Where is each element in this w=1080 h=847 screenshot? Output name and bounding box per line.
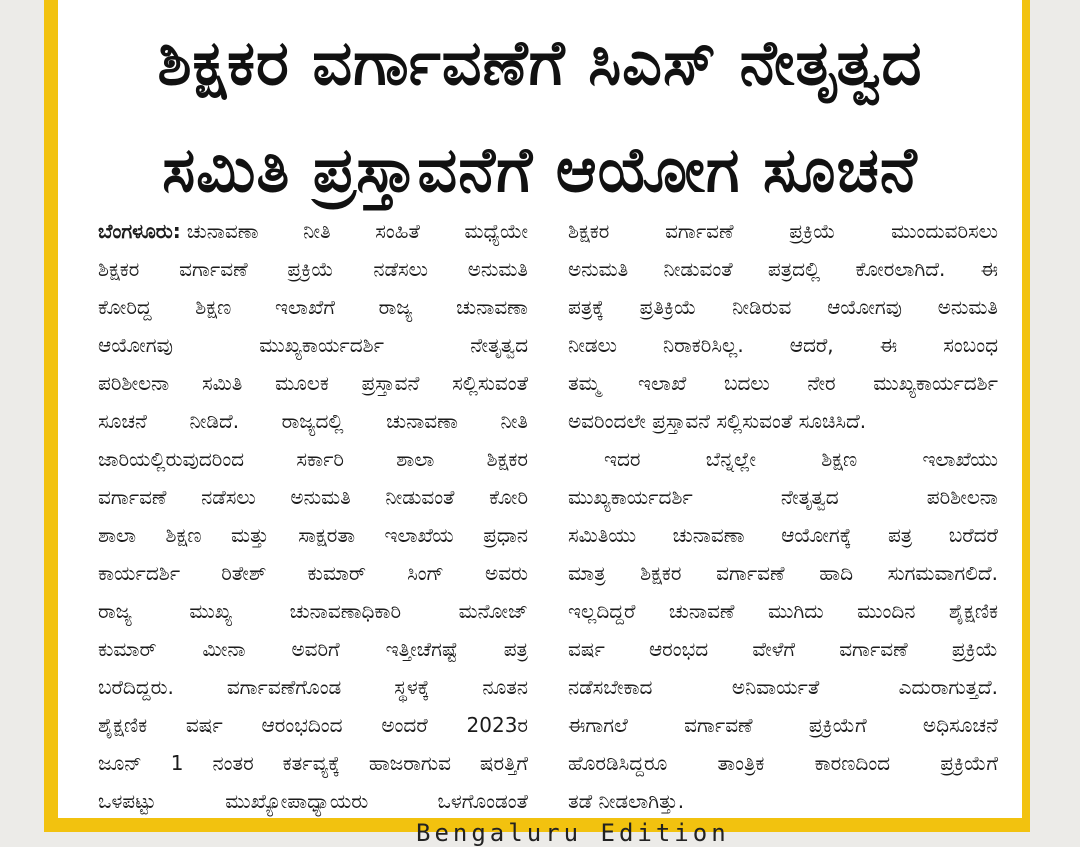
article-line: ಇಲ್ಲದಿದ್ದರೆ ಚುನಾವಣೆ ಮುಗಿದು ಮುಂದಿನ ಶೈಕ್ಷಣಿಕ — [568, 599, 998, 623]
left-yellow-border — [44, 0, 58, 832]
article-line: ಇದರ ಬೆನ್ನಲ್ಲೇ ಶಿಕ್ಷಣ ಇಲಾಖೆಯು — [604, 447, 998, 471]
article-line: ತಡೆ ನೀಡಲಾಗಿತ್ತು. — [568, 789, 685, 813]
article-line: ಒಳಪಟ್ಟು ಮುಖ್ಯೋಪಾಧ್ಯಾಯರು ಒಳಗೊಂಡಂತೆ — [98, 789, 528, 813]
article-line: ನಡೆಸಬೇಕಾದ ಅನಿವಾರ್ಯತೆ ಎದುರಾಗುತ್ತದೆ. — [568, 675, 998, 699]
article-line: ಕಾರ್ಯದರ್ಶಿ ರಿತೇಶ್ ಕುಮಾರ್ ಸಿಂಗ್ ಅವರು — [98, 561, 528, 585]
article-line: ವರ್ಷ ಆರಂಭದ ವೇಳೆಗೆ ವರ್ಗಾವಣೆ ಪ್ರಕ್ರಿಯೆ — [568, 637, 998, 661]
headline-line-1: ಶಿಕ್ಷಕರ ವರ್ಗಾವಣೆಗೆ ಸಿಎಸ್ ನೇತೃತ್ವದ — [157, 26, 923, 99]
article-line: ಕೋರಿದ್ದ ಶಿಕ್ಷಣ ಇಲಾಖೆಗೆ ರಾಜ್ಯ ಚುನಾವಣಾ — [98, 295, 528, 319]
article-column-1 — [98, 212, 528, 820]
right-yellow-border — [1022, 0, 1030, 832]
article-line: ಶಾಲಾ ಶಿಕ್ಷಣ ಮತ್ತು ಸಾಕ್ಷರತಾ ಇಲಾಖೆಯ ಪ್ರಧಾನ — [98, 523, 528, 547]
article-line: ಮಾತ್ರ ಶಿಕ್ಷಕರ ವರ್ಗಾವಣೆ ಹಾದಿ ಸುಗಮವಾಗಲಿದೆ. — [568, 561, 998, 585]
article-line: ಈಗಾಗಲೆ ವರ್ಗಾವಣೆ ಪ್ರಕ್ರಿಯೆಗೆ ಅಧಿಸೂಚನೆ — [568, 713, 998, 737]
article-line: ನೀಡಲು ನಿರಾಕರಿಸಿಲ್ಲ. ಆದರೆ, ಈ ಸಂಬಂಧ — [568, 333, 998, 357]
article-line: ಪತ್ರಕ್ಕೆ ಪ್ರತಿಕ್ರಿಯೆ ನೀಡಿರುವ ಆಯೋಗವು ಅನುಮತಿ — [568, 295, 998, 319]
article-line: ರಾಜ್ಯ ಮುಖ್ಯ ಚುನಾವಣಾಧಿಕಾರಿ ಮನೋಜ್ — [98, 599, 528, 623]
article-line: ಶಿಕ್ಷಕರ ವರ್ಗಾವಣೆ ಪ್ರಕ್ರಿಯೆ ನಡೆಸಲು ಅನುಮತಿ — [98, 257, 528, 281]
article-line: ಮುಖ್ಯಕಾರ್ಯದರ್ಶಿ ನೇತೃತ್ವದ ಪರಿಶೀಲನಾ — [568, 485, 998, 509]
article-line: ಕುಮಾರ್ ಮೀನಾ ಅವರಿಗೆ ಇತ್ತೀಚೆಗಷ್ಟೆ ಪತ್ರ — [98, 637, 528, 661]
article-line: ಆಯೋಗವು ಮುಖ್ಯಕಾರ್ಯದರ್ಶಿ ನೇತೃತ್ವದ — [98, 333, 528, 357]
article-column-2 — [568, 212, 998, 820]
article-line: ಸೂಚನೆ ನೀಡಿದೆ. ರಾಜ್ಯದಲ್ಲಿ ಚುನಾವಣಾ ನೀತಿ — [98, 409, 528, 433]
article-line: ಅನುಮತಿ ನೀಡುವಂತೆ ಪತ್ರದಲ್ಲಿ ಕೋರಲಾಗಿದೆ. ಈ — [568, 257, 998, 281]
article-line: ಪರಿಶೀಲನಾ ಸಮಿತಿ ಮೂಲಕ ಪ್ರಸ್ತಾವನೆ ಸಲ್ಲಿಸುವಂತೆ — [98, 371, 528, 395]
dateline: ಬೆಂಗಳೂರು: — [98, 219, 181, 243]
headline-line-2: ಸಮಿತಿ ಪ್ರಸ್ತಾವನೆಗೆ ಆಯೋಗ ಸೂಚನೆ — [162, 133, 918, 206]
edition-label: Bengaluru Edition — [416, 819, 730, 847]
article-line: ಸಮಿತಿಯು ಚುನಾವಣಾ ಆಯೋಗಕ್ಕೆ ಪತ್ರ ಬರೆದರೆ — [568, 523, 998, 547]
article-line: ಶಿಕ್ಷಕರ ವರ್ಗಾವಣೆ ಪ್ರಕ್ರಿಯೆ ಮುಂದುವರಿಸಲು — [568, 219, 998, 243]
article-line: ಅವರಿಂದಲೇ ಪ್ರಸ್ತಾವನೆ ಸಲ್ಲಿಸುವಂತೆ ಸೂಚಿಸಿದೆ. — [568, 409, 867, 433]
article-line: ತಮ್ಮ ಇಲಾಖೆ ಬದಲು ನೇರ ಮುಖ್ಯಕಾರ್ಯದರ್ಶಿ — [568, 371, 998, 395]
bottom-yellow-strip — [44, 818, 1030, 847]
article-line: ಶೈಕ್ಷಣಿಕ ವರ್ಷ ಆರಂಭದಿಂದ ಅಂದರೆ 2023ರ — [98, 713, 528, 737]
article-line: ಬೆಂಗಳೂರು: ಚುನಾವಣಾ ನೀತಿ ಸಂಹಿತೆ ಮಧ್ಯೆಯೇ — [98, 219, 528, 243]
article-line: ವರ್ಗಾವಣೆ ನಡೆಸಲು ಅನುಮತಿ ನೀಡುವಂತೆ ಕೋರಿ — [98, 485, 528, 509]
article-line: ಹೊರಡಿಸಿದ್ದರೂ ತಾಂತ್ರಿಕ ಕಾರಣದಿಂದ ಪ್ರಕ್ರಿಯೆಗೆ — [568, 751, 998, 775]
article-line: ಬರೆದಿದ್ದರು. ವರ್ಗಾವಣೆಗೊಂಡ ಸ್ಥಳಕ್ಕೆ ನೂತನ — [98, 675, 528, 699]
article-line: ಜೂನ್ 1 ನಂತರ ಕರ್ತವ್ಯಕ್ಕೆ ಹಾಜರಾಗುವ ಷರತ್ತಿಗೆ — [98, 751, 528, 775]
article-line: ಜಾರಿಯಲ್ಲಿರುವುದರಿಂದ ಸರ್ಕಾರಿ ಶಾಲಾ ಶಿಕ್ಷಕರ — [98, 447, 528, 471]
newspaper-clipping — [58, 0, 1022, 818]
